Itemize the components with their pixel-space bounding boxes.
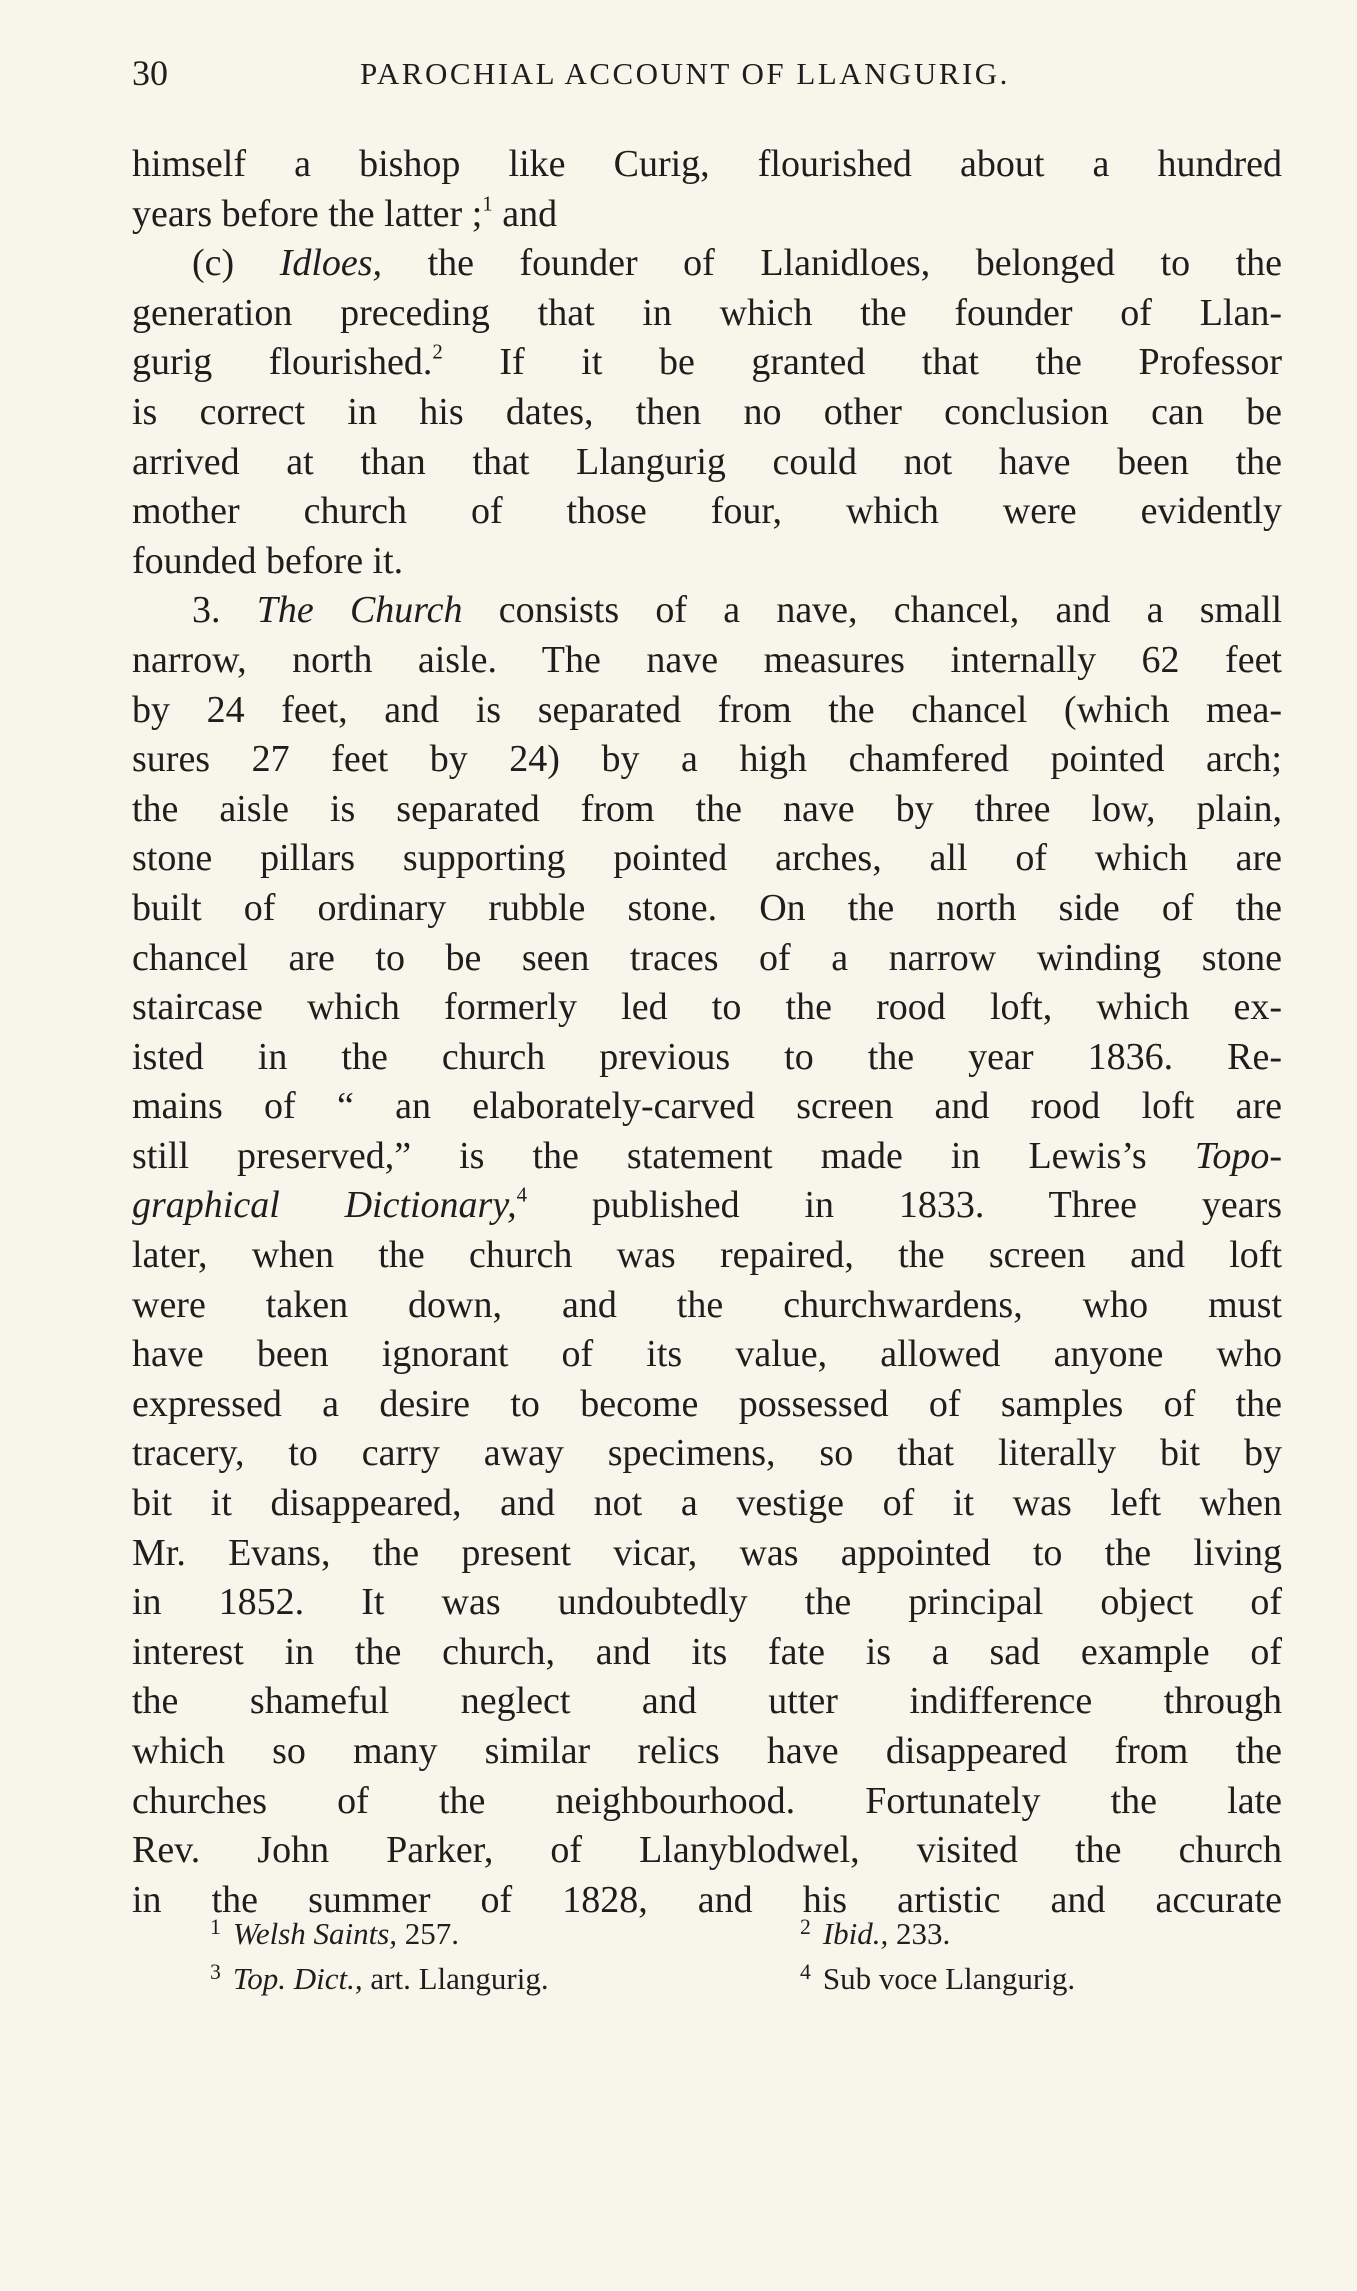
text-line: tracery, to carry away specimens, so that literally bit by xyxy=(132,1432,1282,1475)
text-line: built of ordinary rubble stone. On the north side of the xyxy=(132,886,1282,929)
text-line: isted in the church previous to the year 1836. Re- xyxy=(132,1035,1282,1078)
text-line: chancel are to be seen traces of a narrow winding stone xyxy=(132,936,1282,979)
text-line: later, when the church was repaired, the screen and loft xyxy=(132,1234,1282,1277)
text-line: were taken down, and the churchwardens, who must xyxy=(132,1283,1282,1326)
text-line: himself a bishop like Curig, flourished about a hundred xyxy=(132,143,1282,185)
text-line: which so many similar relics have disappeared from the xyxy=(132,1730,1282,1772)
text-line: in the summer of 1828, and his artistic and accurate xyxy=(132,1878,1282,1921)
text-line: the shameful neglect and utter indifference through xyxy=(132,1680,1282,1723)
text-line: 3. The Church consists of a nave, chancel, and a small xyxy=(192,589,1283,632)
footnote-ref: 2 xyxy=(432,339,443,364)
text-line: interest in the church, and its fate is a sad example of xyxy=(132,1630,1282,1673)
section-heading: The Church xyxy=(256,589,463,632)
text-line: founded before it. xyxy=(132,539,404,582)
text-line: Rev. John Parker, of Llanyblodwel, visited the church xyxy=(132,1829,1282,1872)
text-line: Mr. Evans, the present vicar, was appointed to the living xyxy=(132,1531,1282,1574)
text-line: narrow, north aisle. The nave measures internally 62 feet xyxy=(132,638,1282,681)
footnotes xyxy=(210,1905,1220,1995)
text-line: generation preceding that in which the founder of Llan- xyxy=(132,291,1282,334)
text-line: sures 27 feet by 24) by a high chamfered pointed arch; xyxy=(132,738,1282,781)
text-line: years before the latter ;$^1$ and xyxy=(132,190,558,235)
footnote: $^2$ Ibid., 233. xyxy=(800,1915,951,1951)
text-line: have been ignorant of its value, allowed anyone who xyxy=(132,1333,1282,1376)
body-text xyxy=(132,140,1282,1925)
text-line: gurig flourished.$^2$ If it be granted that the Professor xyxy=(132,339,1283,384)
running-header xyxy=(132,52,1282,102)
text-line: mains of “ an elaborately-carved screen and rood loft are xyxy=(132,1085,1282,1128)
text-line: in 1852. It was undoubtedly the principal object of xyxy=(132,1581,1282,1624)
footnote-ref: 4 xyxy=(516,1182,528,1207)
text-line: stone pillars supporting pointed arches, all of which are xyxy=(132,837,1282,880)
running-title: PAROCHIAL ACCOUNT OF LLANGURIG. xyxy=(360,56,1010,91)
footnote-ref: 1 xyxy=(482,190,493,215)
text-line: staircase which formerly led to the rood loft, which ex- xyxy=(132,986,1282,1029)
text-line: arrived at than that Llangurig could not have been the xyxy=(132,440,1282,483)
text-line: by 24 feet, and is separated from the chancel (which mea- xyxy=(132,688,1282,731)
footnote: $^1$ Welsh Saints, 257. xyxy=(210,1915,460,1951)
text-line: the aisle is separated from the nave by three low, plain, xyxy=(132,787,1282,830)
italic-title: Topo- xyxy=(1194,1134,1283,1177)
footnote-row xyxy=(210,1905,1220,1950)
text-line: still preserved,” is the statement made in Lewis’s Topo- xyxy=(132,1134,1283,1177)
text-line: churches of the neighbourhood. Fortunately the late xyxy=(132,1779,1282,1822)
text-line: is correct in his dates, then no other conclusion can be xyxy=(132,390,1282,433)
text-line: bit it disappeared, and not a vestige of it was left when xyxy=(132,1482,1282,1525)
text-line: expressed a desire to become possessed of samples of the xyxy=(132,1382,1282,1425)
footnote: $^4$ Sub voce Llangurig. xyxy=(800,1960,1076,1996)
footnote-row xyxy=(210,1950,1220,1995)
text-line: graphical Dictionary,$^4$ published in 1833. Three years xyxy=(132,1182,1283,1227)
footnote: $^3$ Top. Dict., art. Llangurig. xyxy=(210,1960,549,1996)
italic-name: Idloes, xyxy=(279,242,383,285)
italic-title: graphical Dictionary, xyxy=(132,1184,517,1227)
text-line: mother church of those four, which were evidently xyxy=(132,490,1282,533)
text-line: (c) Idloes, the founder of Llanidloes, belonged to the xyxy=(192,242,1282,285)
page-number: 30 xyxy=(132,53,168,93)
